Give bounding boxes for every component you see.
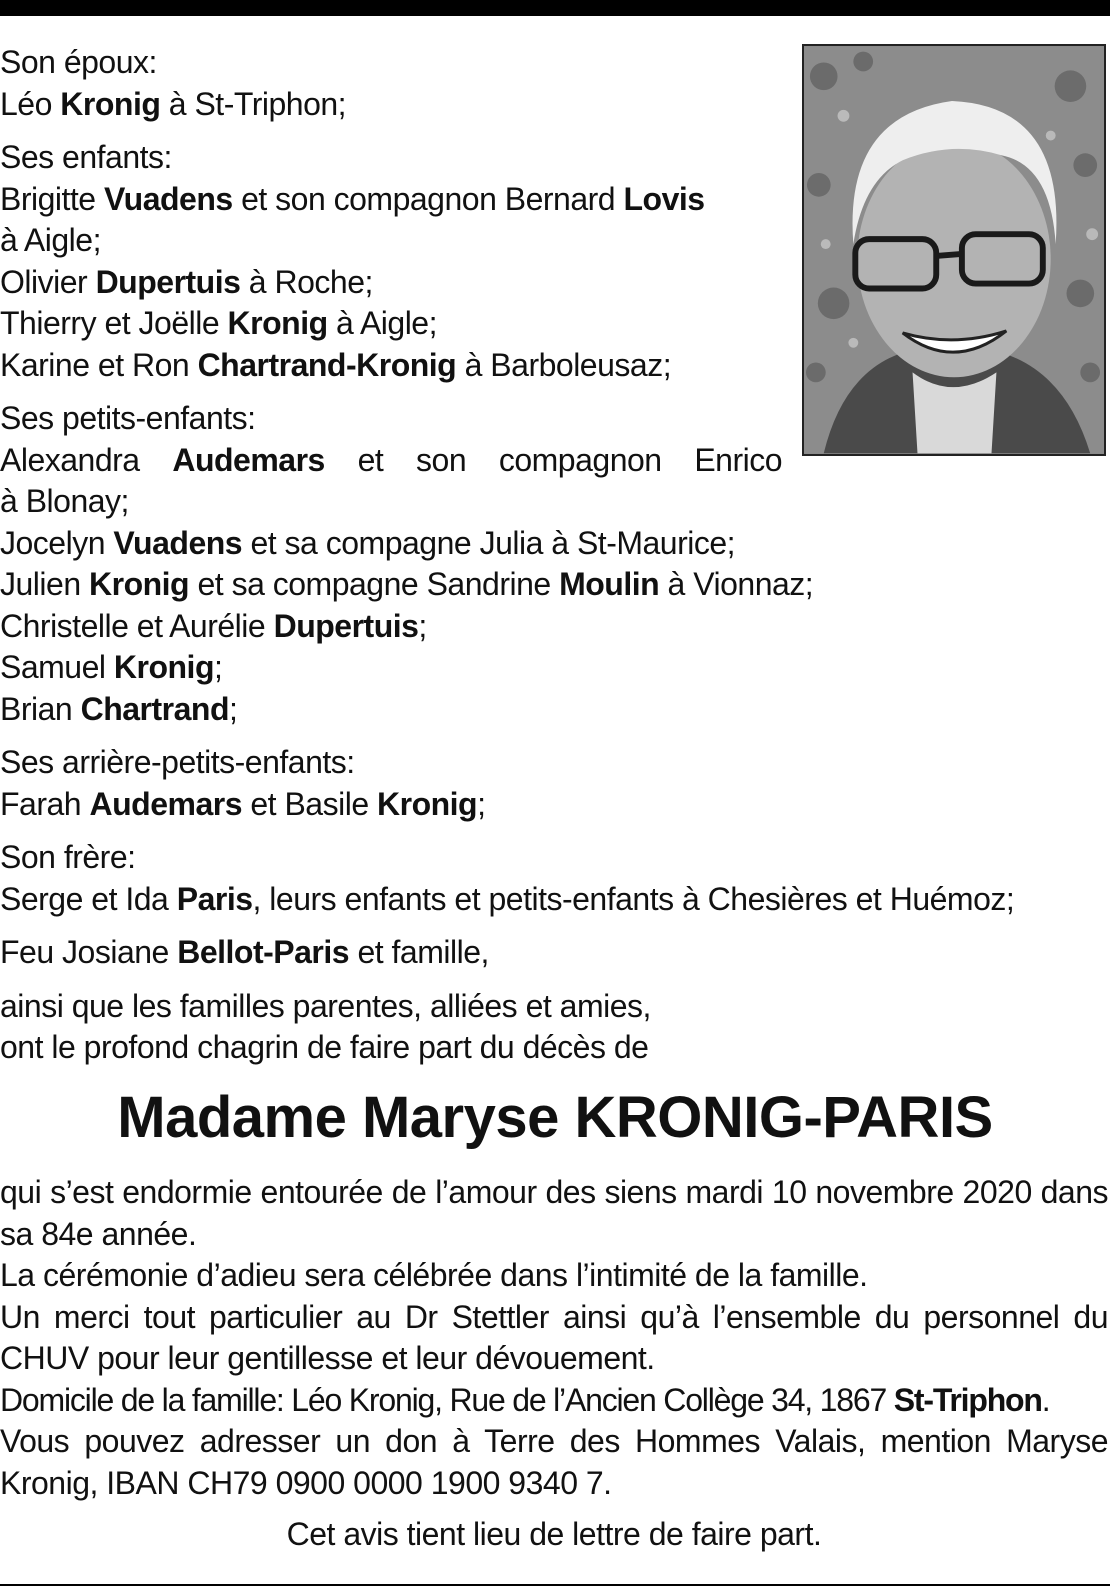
spouse-place: à St-Triphon; bbox=[168, 85, 347, 122]
grandchild-5 bbox=[0, 647, 1014, 689]
grandchild-2 bbox=[0, 523, 1014, 565]
g6b: Chartrand bbox=[80, 690, 229, 727]
g2c: et sa compagne Julia à St-Maurice; bbox=[250, 524, 736, 561]
child-2 bbox=[0, 262, 782, 304]
great-grandchildren-label: Ses arrière-petits-enfants: bbox=[0, 744, 355, 780]
late-b: Bellot-Paris bbox=[177, 934, 350, 970]
closing-p1: qui s’est endormie entourée de l’amour des siens mardi 10 novembre 2020 dans sa 84e année. bbox=[0, 1174, 1108, 1252]
c1d: Lovis bbox=[623, 180, 705, 217]
closing-p3: Un merci tout particulier au Dr Stettler ainsi qu’à l’ensemble du personnel du CHUV pour leur gentillesse et leur dévouement. bbox=[0, 1298, 1108, 1376]
br-c: , leurs enfants et petits-enfants à Chesières et Huémoz; bbox=[252, 880, 1015, 917]
g5b: Kronig bbox=[113, 649, 214, 685]
children-label: Ses enfants: bbox=[0, 139, 172, 175]
families-line-2: ont le profond chagrin de faire part du décès de bbox=[0, 1029, 649, 1065]
g5c: ; bbox=[213, 649, 223, 685]
closing-p2: La cérémonie d’adieu sera célébrée dans l’intimité de la famille. bbox=[0, 1257, 868, 1293]
g2a: Jocelyn bbox=[0, 524, 105, 561]
closing-section bbox=[0, 1172, 1108, 1556]
bottom-rule bbox=[0, 1584, 1110, 1586]
g4b: Dupertuis bbox=[273, 607, 419, 644]
gg-a: Farah bbox=[0, 785, 82, 822]
g5a: Samuel bbox=[0, 649, 106, 685]
grandchild-6 bbox=[0, 689, 1014, 731]
child-4 bbox=[0, 345, 782, 387]
c2a: Olivier bbox=[0, 263, 88, 300]
grandchild-1 bbox=[0, 440, 782, 482]
late-a: Feu Josiane bbox=[0, 934, 169, 970]
spouse-first: Léo bbox=[0, 85, 52, 122]
spouse-label: Son époux: bbox=[0, 44, 157, 80]
spouse-last: Kronig bbox=[60, 85, 161, 122]
p4b: St-Triphon bbox=[893, 1381, 1042, 1418]
deceased-name: Madame Maryse KRONIG-PARIS bbox=[117, 1085, 993, 1150]
g3c: et sa compagne Sandrine bbox=[197, 566, 551, 602]
g4c: ; bbox=[418, 607, 427, 644]
c3b: Kronig bbox=[227, 305, 328, 341]
g6a: Brian bbox=[0, 690, 73, 727]
g6c: ; bbox=[229, 690, 238, 727]
g3a: Julien bbox=[0, 566, 81, 602]
c4a: Karine et Ron bbox=[0, 346, 190, 383]
p4c: . bbox=[1041, 1381, 1050, 1418]
closing-p5: Vous pouvez adresser un don à Terre des Hommes Valais, mention Maryse Kronig, IBAN CH79 0900 0000 1900 9340 7. bbox=[0, 1423, 1108, 1501]
c1e: à Aigle; bbox=[0, 222, 101, 258]
gg-c: et Basile bbox=[250, 785, 369, 822]
c3c: à Aigle; bbox=[336, 305, 437, 341]
gg-b: Audemars bbox=[89, 785, 242, 822]
family-section bbox=[0, 42, 782, 523]
closing-p4 bbox=[0, 1380, 1108, 1422]
br-a: Serge et Ida bbox=[0, 880, 169, 917]
late-line bbox=[0, 932, 1014, 974]
p4a: Domicile de la famille: Léo Kronig, Rue de l’Ancien Collège 34, 1867 bbox=[0, 1381, 887, 1418]
announcement-body bbox=[0, 42, 1014, 1069]
g3b: Kronig bbox=[89, 566, 190, 602]
grandchildren-label: Ses petits-enfants: bbox=[0, 400, 256, 436]
great-grandchildren-line bbox=[0, 784, 1014, 826]
late-c: et famille, bbox=[357, 934, 489, 970]
br-b: Paris bbox=[176, 880, 253, 917]
c4b: Chartrand-Kronig bbox=[197, 346, 457, 383]
child-3 bbox=[0, 303, 782, 345]
child-1 bbox=[0, 179, 782, 262]
grandchild-4 bbox=[0, 606, 1014, 648]
g1c: et son compagnon Enrico bbox=[357, 441, 783, 478]
g2b: Vuadens bbox=[113, 524, 243, 561]
g1a: Alexandra bbox=[0, 441, 140, 478]
families-line-1: ainsi que les familles parentes, alliées et amies, bbox=[0, 987, 651, 1024]
c1c: et son compagnon Bernard bbox=[241, 180, 616, 217]
c1b: Vuadens bbox=[103, 180, 233, 217]
c4c: à Barboleusaz; bbox=[464, 346, 672, 383]
c2b: Dupertuis bbox=[95, 263, 241, 300]
top-rule bbox=[0, 0, 1110, 16]
gg-e: ; bbox=[477, 785, 486, 822]
g3e: à Vionnaz; bbox=[667, 566, 814, 602]
brother-line bbox=[0, 879, 1014, 921]
gg-d: Kronig bbox=[377, 785, 478, 822]
c2c: à Roche; bbox=[248, 263, 373, 300]
c3a: Thierry et Joëlle bbox=[0, 305, 220, 341]
g4a: Christelle et Aurélie bbox=[0, 607, 266, 644]
g1b: Audemars bbox=[172, 441, 325, 478]
g3d: Moulin bbox=[559, 566, 660, 602]
grandchild-3 bbox=[0, 564, 1014, 606]
spouse-line bbox=[0, 84, 782, 126]
grandchild-1-cont: à Blonay; bbox=[0, 483, 129, 519]
brother-label: Son frère: bbox=[0, 839, 136, 875]
closing-p6: Cet avis tient lieu de lettre de faire part. bbox=[286, 1516, 822, 1552]
c1a: Brigitte bbox=[0, 180, 96, 217]
